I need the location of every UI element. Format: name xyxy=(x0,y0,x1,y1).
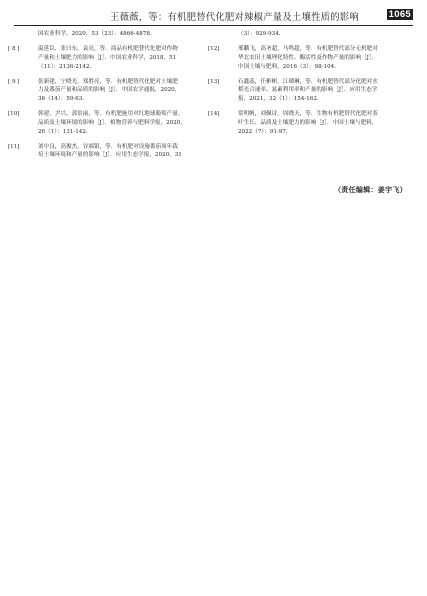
reference-number: [12] xyxy=(208,46,220,53)
reference-number: [11] xyxy=(8,143,20,150)
reference-text-line: 力及番茄产量和品质的影响［J］．中国农学通报，2020， xyxy=(38,87,181,94)
reference-text-line: 石鑫蕊，任彬彬，江瑚琳，等．有机肥替代部分化肥对水 xyxy=(238,78,378,85)
reference-number: [ 8 ] xyxy=(8,46,20,53)
reference-entry xyxy=(208,78,408,104)
reference-text-line: 36（14）：59-63. xyxy=(38,96,85,102)
reference-entry xyxy=(8,78,208,104)
reference-text-line: 刘中良，高俊杰，谷端银，等．有机肥对设施番茄周年栽 xyxy=(38,143,178,150)
reference-text-line: 张新建，宁晓光，郑胜亮，等．有机肥替代化肥对土壤肥 xyxy=(38,78,178,85)
reference-text-line: 中国土壤与肥料，2016（3）：98-104. xyxy=(238,63,336,70)
reference-text-line: 26（1）：131-142. xyxy=(38,128,88,135)
reference-text-line: 2022（7）：91-97. xyxy=(238,128,288,135)
reference-text-line: 产量和土壤肥力的影响［J］．中国农业科学，2018，51 xyxy=(38,54,177,61)
references-right-column xyxy=(208,30,408,143)
reference-entry xyxy=(8,143,208,160)
reference-text-line: 常明帆，刘佩诗，周晓天，等．生物有机肥替代化肥对茶 xyxy=(238,111,378,118)
reference-entry xyxy=(222,30,408,39)
reference-entry xyxy=(8,45,208,71)
reference-text-line: 国农业科学，2020，53（23）：4866-4878. xyxy=(38,31,152,37)
references-left-column xyxy=(8,30,208,166)
reference-text-line: 报，2021，32（1）：154-162. xyxy=(238,96,319,102)
reference-text-line: 品质及土壤环境的影响［J］．植物营养与肥料学报，2020， xyxy=(38,119,186,126)
reference-text-line: 邢鹏飞，高圣超，马鸣超，等．有机肥替代部分无机肥对 xyxy=(238,46,378,53)
reference-text-line: 温延臣，张曰东，袁亮，等．商品有机肥替代化肥对作物 xyxy=(38,46,178,53)
reference-number: [ 9 ] xyxy=(8,78,20,85)
reference-text-line: （11）：2136-2142. xyxy=(38,63,92,70)
reference-entry xyxy=(22,30,208,39)
reference-text-line: 叶生长、品质及土壤肥力的影响［J］．中国土壤与肥料， xyxy=(238,119,378,126)
reference-text-line: 稻光合速率、氮素利用率和产量的影响［J］．应用生态学 xyxy=(238,87,378,94)
reference-text-line: 培土壤环境和产量的影响［J］．应用生态学报，2020，31 xyxy=(38,152,182,159)
reference-entry xyxy=(208,110,408,136)
responsible-editor-note: （责任编辑：姜宇飞） xyxy=(334,185,407,194)
running-header-title: 王薇薇，等：有机肥替代化肥对辣椒产量及土壤性质的影响 xyxy=(110,12,359,23)
reference-number: [10] xyxy=(8,111,20,118)
reference-text-line: 华北农田土壤理化特性、酶活性及作物产量的影响［J］． xyxy=(238,54,378,61)
reference-number: [13] xyxy=(208,78,220,85)
reference-text-line: 韩建，尹兴，郭景丽，等．有机肥施用对红地球葡萄产量、 xyxy=(38,111,184,118)
page-number: 1065 xyxy=(388,9,411,20)
reference-number: [14] xyxy=(208,111,220,118)
reference-entry xyxy=(208,45,408,71)
running-header xyxy=(14,7,413,26)
reference-entry xyxy=(8,110,208,136)
reference-text-line: （3）：929-934. xyxy=(238,31,281,37)
